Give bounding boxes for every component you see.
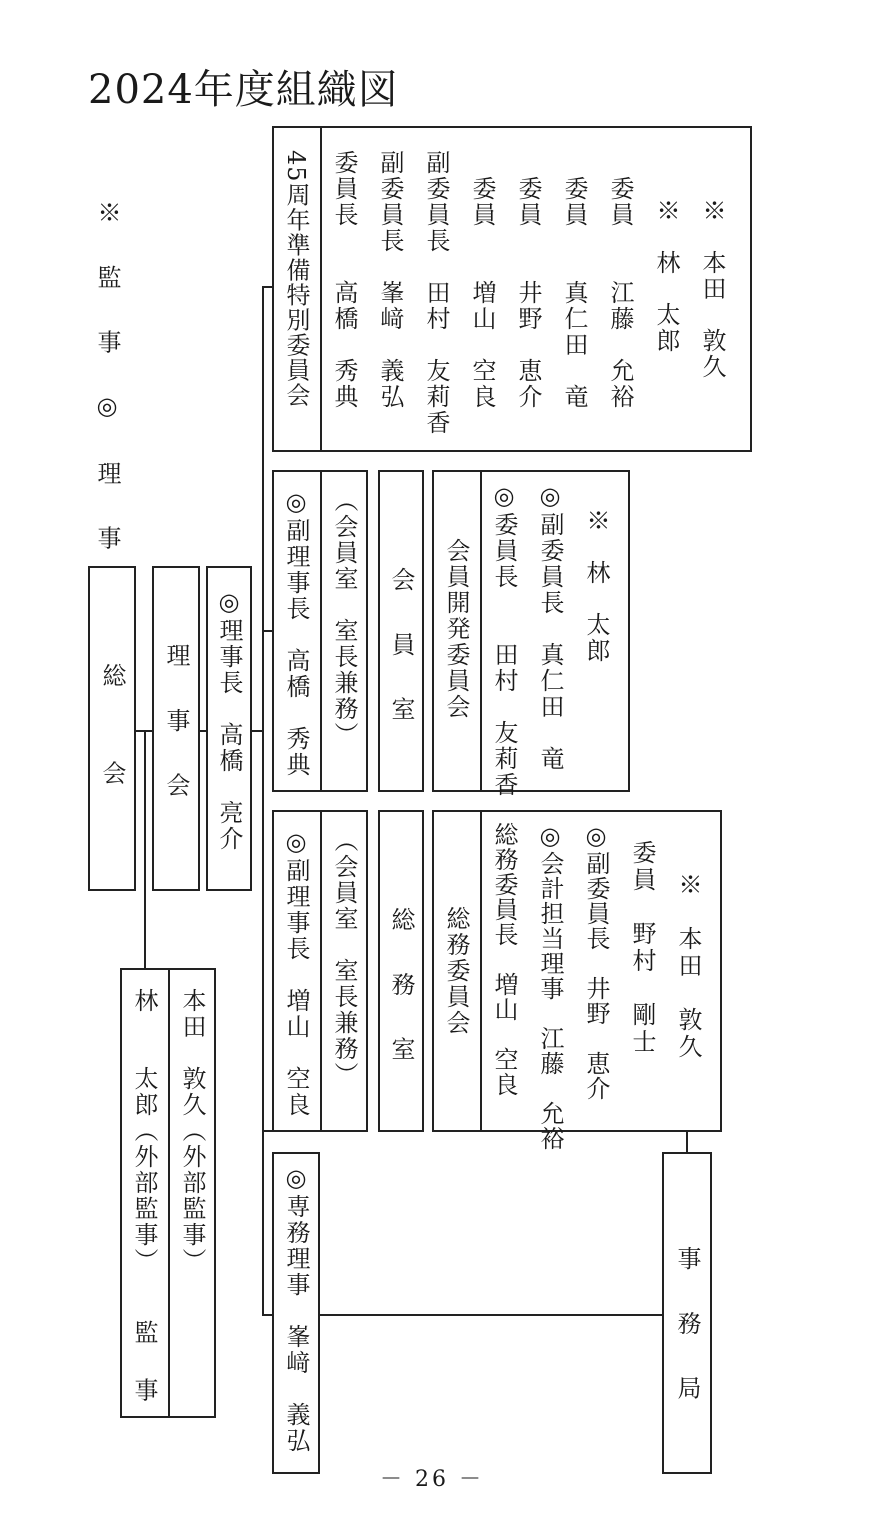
anniversary-member: ※ 林 太郎 — [652, 198, 680, 354]
chairman-label: ◎理事長 高橋 亮介 — [215, 588, 243, 852]
member-committee-member: ※ 林 太郎 — [582, 482, 610, 664]
auditor-row-1: 林 太郎（外部監事） — [130, 988, 158, 1274]
vice-chair-member-box — [272, 470, 368, 792]
member-committee-member: ◎委員長 田村 友莉香 — [490, 482, 518, 798]
anniversary-member: 委員 真仁田 竜 — [560, 176, 588, 410]
general-room-box — [378, 810, 424, 1132]
general-committee-member: ◎副委員長 井野 恵介 — [582, 822, 610, 1101]
page-title: 2024年度組織図 — [88, 67, 399, 113]
general-committee-member: ※ 本田 敦久 — [674, 872, 702, 1061]
anniversary-member: 委員 江藤 允裕 — [606, 176, 634, 410]
legend-kanji: ※ 監 事 — [93, 200, 121, 362]
general-committee-member: ◎会計担当理事 江藤 允裕 — [536, 822, 564, 1151]
connector-h — [134, 730, 154, 732]
vice-chair-general-header: ◎副理事長 増山 空良 — [282, 828, 310, 1118]
member-committee-name: 会員開発委員会 — [442, 538, 470, 720]
board-label: 理 事 会 — [162, 643, 190, 805]
anniversary-committee-name: 45周年準備特別委員会 — [282, 150, 310, 408]
vice-chair-general-sub: （会員室 室長兼務） — [330, 828, 358, 1088]
vice-chair-general-box — [272, 810, 368, 1132]
anniversary-member: 委員 井野 恵介 — [514, 176, 542, 410]
general-committee-box — [432, 810, 722, 1151]
secretariat-label: 事 務 局 — [673, 1246, 701, 1408]
anniversary-member: 副委員長 田村 友莉香 — [422, 150, 450, 436]
connector-senmu-jimukyoku — [320, 1314, 664, 1316]
general-room-label: 総 務 室 — [387, 907, 415, 1069]
connector-main-vertical — [262, 286, 264, 1316]
connector-h — [250, 730, 264, 732]
general-committee-member: 委員 野村 剛士 — [628, 840, 656, 1056]
board-box — [152, 566, 200, 891]
executive-director-label: ◎専務理事 峯﨑 義弘 — [282, 1164, 310, 1454]
connector-spine — [144, 730, 146, 970]
general-assembly-box — [88, 566, 136, 891]
anniversary-member: 委員 増山 空良 — [468, 176, 496, 410]
general-assembly-label: 総 会 — [98, 663, 126, 793]
vice-chair-member-sub: （会員室 室長兼務） — [330, 488, 358, 748]
chairman-box — [206, 566, 252, 891]
auditor-box — [120, 968, 216, 1418]
general-committee-member: 総務委員長 増山 空良 — [490, 822, 518, 1097]
anniversary-committee-box — [272, 126, 752, 452]
member-room-box — [378, 470, 424, 792]
member-room-label: 会 員 室 — [387, 567, 415, 729]
auditor-label: 監 事 — [130, 1320, 158, 1407]
general-committee-name: 総務委員会 — [442, 906, 470, 1036]
member-committee-member: ◎副委員長 真仁田 竜 — [536, 482, 564, 772]
page-number: － 26 － — [380, 1467, 484, 1492]
legend-riji: ◎ 理 事 — [93, 392, 121, 558]
anniversary-member: ※ 本田 敦久 — [698, 198, 726, 380]
auditor-row-2: 本田 敦久（外部監事） — [178, 988, 206, 1274]
secretariat-box — [662, 1152, 712, 1474]
executive-director-box — [272, 1152, 320, 1474]
vice-chair-member-header: ◎副理事長 高橋 秀典 — [282, 488, 310, 778]
anniversary-member: 副委員長 峯﨑 義弘 — [376, 150, 404, 410]
member-committee-box — [432, 470, 630, 798]
anniversary-member: 委員長 高橋 秀典 — [330, 150, 358, 410]
